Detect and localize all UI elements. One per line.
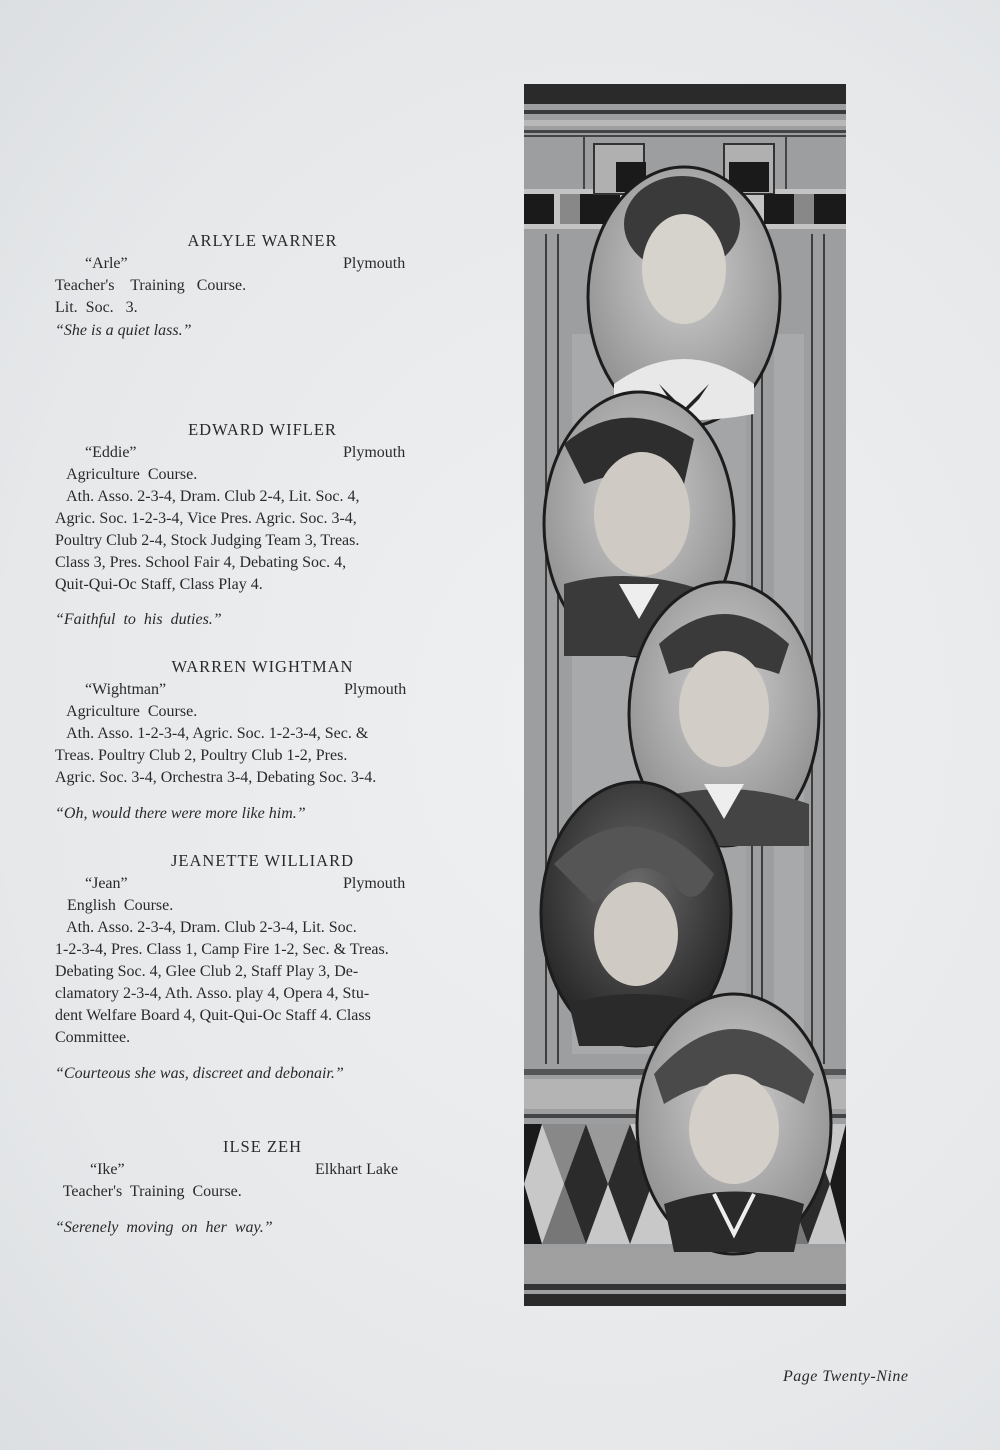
student-detail-line: Teacher's Training Course. bbox=[55, 277, 247, 294]
portrait-1 bbox=[588, 167, 780, 427]
student-detail-line: Ath. Asso. 1-2-3-4, Agric. Soc. 1-2-3-4, Sec. & bbox=[55, 725, 369, 742]
student-detail-line: Ath. Asso. 2-3-4, Dram. Club 2-3-4, Lit. Soc. bbox=[55, 919, 357, 936]
student-detail-line: Agriculture Course. bbox=[55, 703, 198, 720]
student-nickname: “Eddie” bbox=[85, 444, 137, 461]
student-motto: “She is a quiet lass.” bbox=[55, 322, 192, 339]
student-town: Elkhart Lake bbox=[315, 1161, 399, 1178]
student-town: Plymouth bbox=[344, 681, 407, 698]
student-name: JEANETTE WILLIARD bbox=[170, 851, 355, 870]
page-number: Page Twenty-Nine bbox=[783, 1368, 909, 1385]
student-nickname: “Ike” bbox=[90, 1161, 125, 1178]
student-name: WARREN WIGHTMAN bbox=[171, 657, 354, 676]
student-detail-line: English Course. bbox=[55, 897, 174, 914]
student-nickname: “Arle” bbox=[85, 255, 128, 272]
student-detail-line: Ath. Asso. 2-3-4, Dram. Club 2-4, Lit. Soc. 4, bbox=[55, 488, 360, 505]
portrait-panel bbox=[524, 84, 846, 1306]
student-town: Plymouth bbox=[343, 255, 406, 272]
student-detail-line: Lit. Soc. 3. bbox=[55, 299, 138, 316]
student-detail-line: Agric. Soc. 3-4, Orchestra 3-4, Debating Soc. 3-4. bbox=[55, 769, 377, 786]
student-detail-line: 1-2-3-4, Pres. Class 1, Camp Fire 1-2, Sec. & Treas. bbox=[55, 941, 389, 958]
student-detail-line: Committee. bbox=[55, 1029, 131, 1046]
student-name: EDWARD WIFLER bbox=[188, 420, 337, 439]
student-detail-line: Poultry Club 2-4, Stock Judging Team 3, Treas. bbox=[55, 532, 360, 549]
student-name: ILSE ZEH bbox=[222, 1137, 303, 1156]
student-motto: “Faithful to his duties.” bbox=[55, 611, 222, 628]
student-nickname: “Wightman” bbox=[85, 681, 167, 698]
student-detail-line: Class 3, Pres. School Fair 4, Debating Soc. 4, bbox=[55, 554, 347, 571]
student-detail-line: dent Welfare Board 4, Quit-Qui-Oc Staff 4. Class bbox=[55, 1007, 371, 1024]
student-detail-line: Teacher's Training Course. bbox=[55, 1183, 242, 1200]
student-detail-line: Agric. Soc. 1-2-3-4, Vice Pres. Agric. Soc. 3-4, bbox=[55, 510, 357, 527]
student-town: Plymouth bbox=[343, 875, 406, 892]
portrait-panel-art bbox=[524, 84, 846, 1306]
student-nickname: “Jean” bbox=[85, 875, 128, 892]
student-detail-line: Treas. Poultry Club 2, Poultry Club 1-2, Pres. bbox=[55, 747, 348, 764]
portrait-5 bbox=[637, 994, 831, 1254]
student-detail-line: Quit-Qui-Oc Staff, Class Play 4. bbox=[55, 576, 263, 593]
student-town: Plymouth bbox=[343, 444, 406, 461]
student-detail-line: Agriculture Course. bbox=[55, 466, 198, 483]
student-motto: “Courteous she was, discreet and debonair.” bbox=[55, 1065, 344, 1082]
student-name: ARLYLE WARNER bbox=[187, 231, 338, 250]
student-detail-line: clamatory 2-3-4, Ath. Asso. play 4, Opera 4, Stu- bbox=[55, 985, 370, 1002]
student-detail-line: Debating Soc. 4, Glee Club 2, Staff Play 3, De- bbox=[55, 963, 359, 980]
student-motto: “Serenely moving on her way.” bbox=[55, 1219, 273, 1236]
student-motto: “Oh, would there were more like him.” bbox=[55, 805, 306, 822]
